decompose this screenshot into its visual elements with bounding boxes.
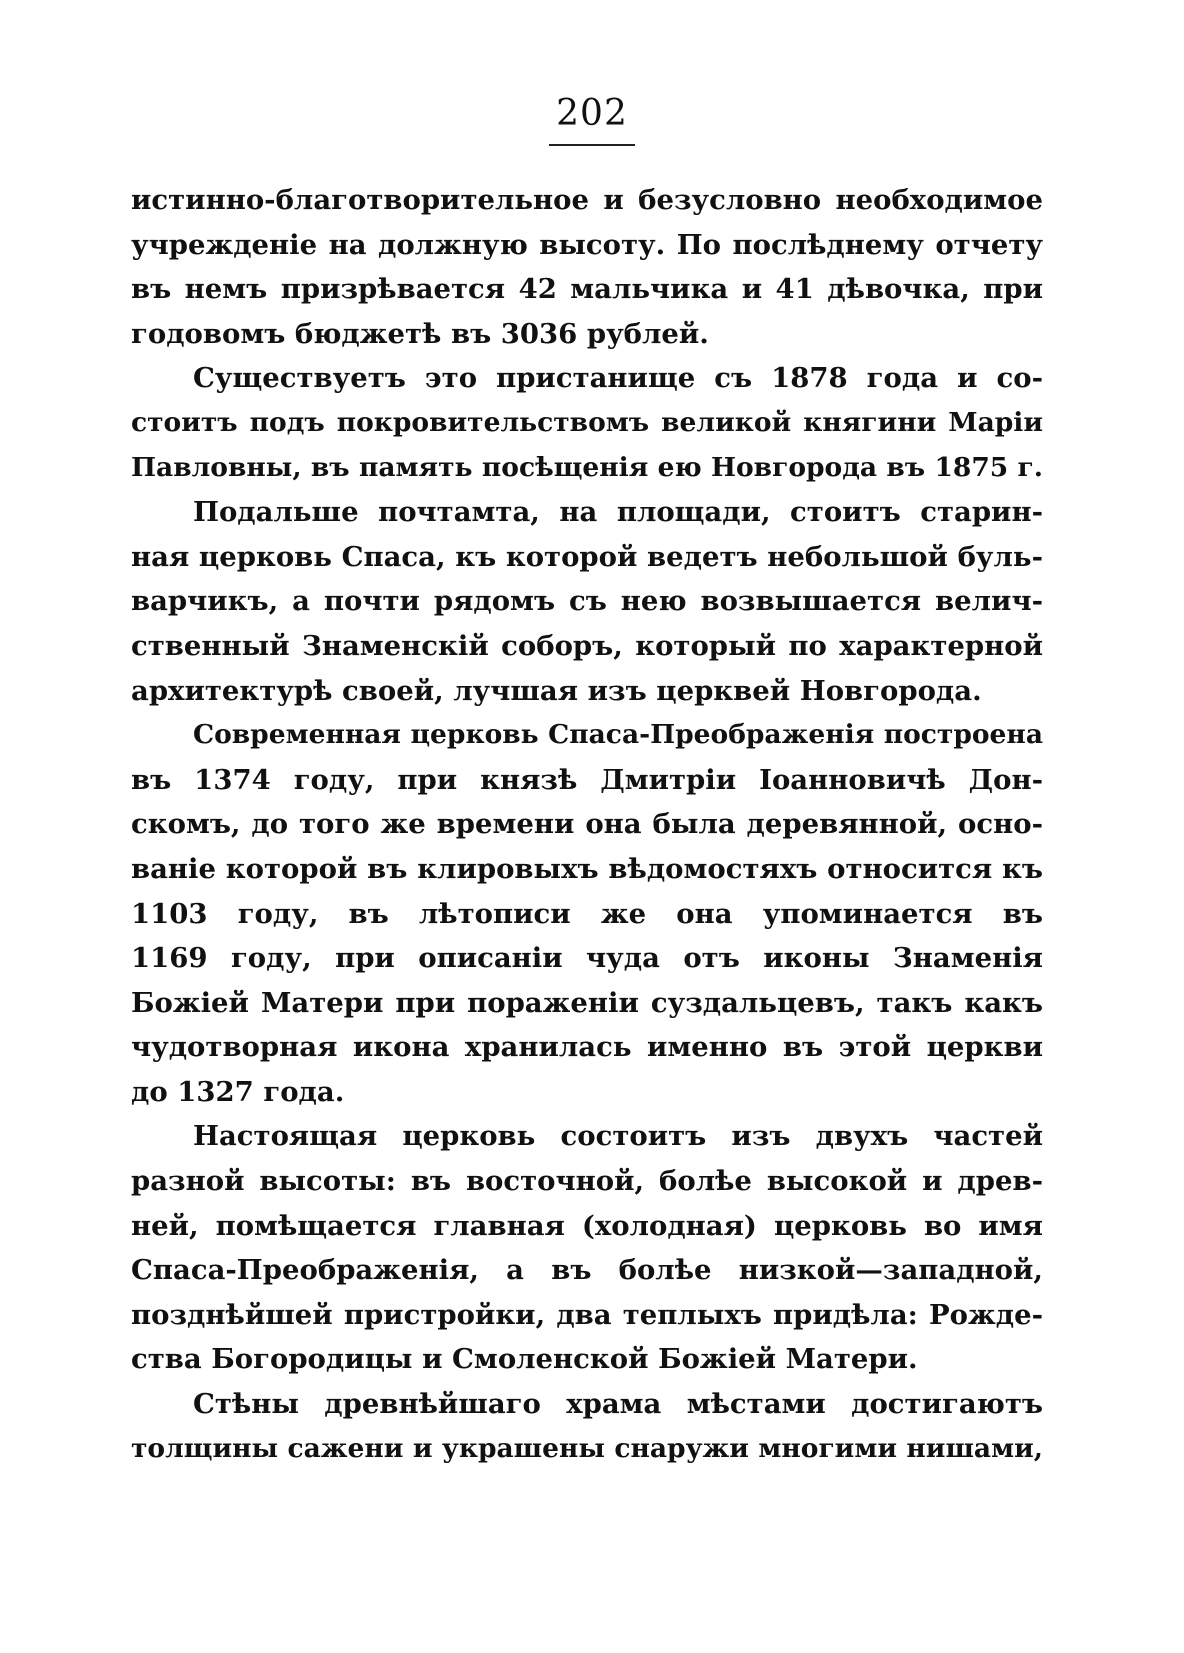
text-line: Современная церковь Спаса-Преображенія построена — [193, 719, 1043, 751]
text-line: толщины сажени и украшены снаружи многими нишами, — [131, 1432, 1043, 1464]
text-line: ней, помѣщается главная (холодная) церковь во имя — [131, 1209, 1043, 1242]
text-line: Подальше почтамта, на площади, стоитъ старин- — [193, 496, 1043, 529]
text-line: учрежденіе на должную высоту. По послѣднему отчету — [131, 228, 1043, 261]
text-line: Спаса-Преображенія, а въ болѣе низкой—западной, — [131, 1254, 1043, 1287]
text-line: Павловны, въ память посѣщенія ею Новгорода въ 1875 г. — [131, 451, 1043, 483]
text-line: 1169 году, при описаніи чуда отъ иконы Знаменія — [131, 942, 1043, 975]
text-line: истинно-благотворительное и безусловно необходимое — [131, 184, 1043, 216]
text-line: ваніе которой въ клировыхъ вѣдомостяхъ относится къ — [131, 852, 1043, 885]
text-line: стоитъ подъ покровительствомъ великой княгини Маріи — [131, 406, 1043, 438]
paragraph-6 — [131, 1382, 1043, 1471]
paragraph-5 — [131, 1114, 1043, 1382]
text-line: ная церковь Спаса, къ которой ведетъ небольшой буль- — [131, 540, 1043, 573]
text-line: чудотворная икона хранилась именно въ этой церкви — [131, 1031, 1043, 1064]
body-text — [131, 178, 1043, 1471]
text-line: годовомъ бюджетѣ въ 3036 рублей. — [131, 317, 709, 350]
text-line: варчикъ, а почти рядомъ съ нею возвышается велич- — [131, 585, 1043, 618]
paragraph-3 — [131, 490, 1043, 713]
text-line: Божіей Матери при пораженіи суздальцевъ, такъ какъ — [131, 986, 1043, 1019]
text-line: ства Богородицы и Смоленской Божіей Матери. — [131, 1343, 918, 1376]
text-line: ственный Знаменскій соборъ, который по характерной — [131, 629, 1043, 662]
text-line: Настоящая церковь состоитъ изъ двухъ частей — [193, 1120, 1043, 1153]
text-line: 1103 году, въ лѣтописи же она упоминается въ — [131, 897, 1043, 930]
text-line: разной высоты: въ восточной, болѣе высокой и древ- — [131, 1165, 1043, 1198]
page-number: 202 — [556, 93, 628, 134]
text-line: архитектурѣ своей, лучшая изъ церквей Новгорода. — [131, 674, 982, 707]
text-line: Существуетъ это пристанище съ 1878 года и со- — [193, 362, 1043, 395]
text-line: въ немъ призрѣвается 42 мальчика и 41 дѣвочка, при — [131, 273, 1043, 306]
text-line: въ 1374 году, при князѣ Дмитріи Іоанновичѣ Дон- — [131, 763, 1043, 796]
text-line: Стѣны древнѣйшаго храма мѣстами достигаютъ — [193, 1388, 1043, 1421]
paragraph-1 — [131, 178, 1043, 356]
paragraph-4 — [131, 713, 1043, 1114]
page-number-rule — [549, 144, 635, 146]
text-line: скомъ, до того же времени она была деревянной, осно- — [131, 808, 1043, 841]
text-line: позднѣйшей пристройки, два теплыхъ придѣла: Рожде- — [131, 1298, 1043, 1331]
text-line: до 1327 года. — [131, 1075, 345, 1108]
paragraph-2 — [131, 356, 1043, 490]
